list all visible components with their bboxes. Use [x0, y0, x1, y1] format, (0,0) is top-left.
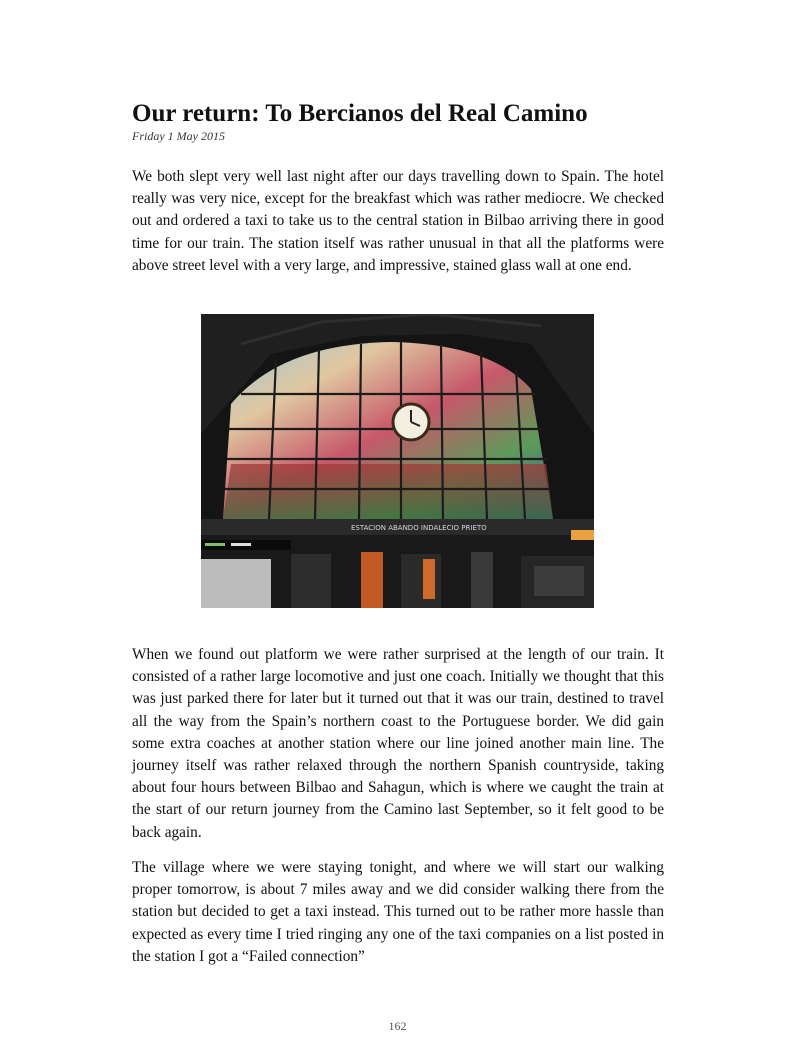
page-title: Our return: To Bercianos del Real Camino — [132, 100, 588, 127]
paragraph-2: When we found out platform we were rather surprised at the length of our train. It consisted of a rather large locomotive and just one coach. Initially we thought that this was just parked there for later but it turned out that it was our train, destined to travel all the way from the Spain’s northern coast to the Portuguese border. We did gain some extra coaches at another station where our line joined another main line. The journey itself was rather relaxed through the northern Spanish countryside, taking about four hours between Bilbao and Sahagun, which is where we caught the train at the start of our return journey from the Camino last September, so it felt good to be back again. — [132, 646, 664, 841]
paragraph-3: The village where we were staying tonight, and where we will start our walking proper tomorrow, is about 7 miles away and we did consider walking there from the station but decided to get a taxi instead. This turned out to be rather more hassle than expected as every time I tried ringing any one of the taxi companies on a list posted in the station I got a “Failed connection” — [132, 859, 664, 965]
page-number: 162 — [388, 1019, 407, 1033]
paragraph-1: We both slept very well last night after our days travelling down to Spain. The hotel really was very nice, except for the breakfast which was rather mediocre. We checked out and ordered a taxi to take us to the central station in Bilbao arriving there in good time for our train. The station itself was rather unusual in that all the platforms were above street level with a very large, and impressive, stained glass wall at one end. — [132, 168, 664, 274]
station-stained-glass-photo — [201, 314, 594, 608]
station-sign-text: ESTACION ABANDO INDALECIO PRIETO — [351, 524, 487, 532]
entry-date: Friday 1 May 2015 — [132, 129, 225, 143]
